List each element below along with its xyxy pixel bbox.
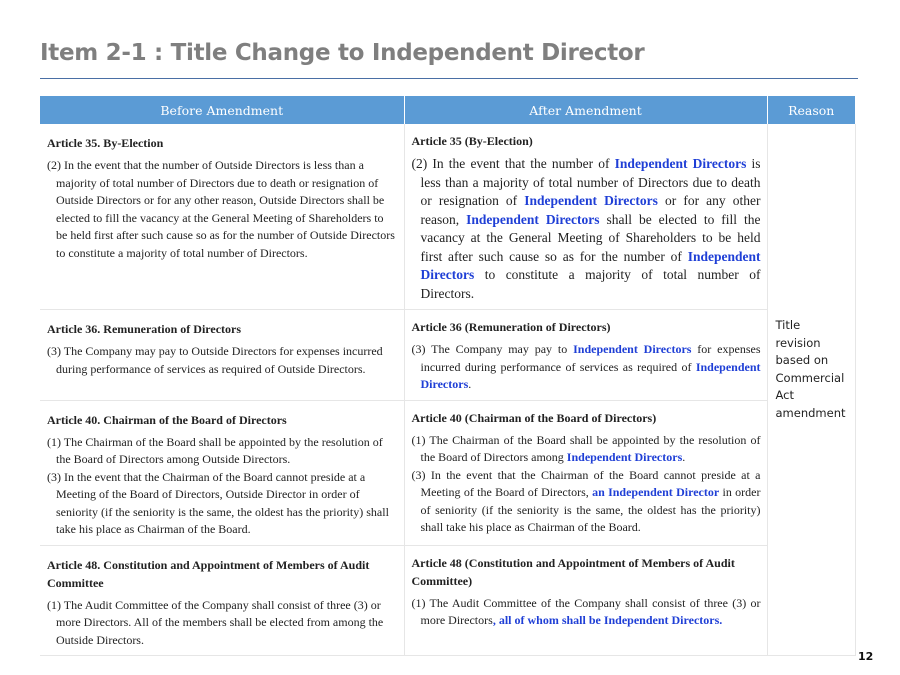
table-row [40, 545, 855, 656]
reason-text: Title revision based on Commercial Act amendment [775, 318, 846, 420]
after-cell [404, 124, 767, 310]
table-row [40, 400, 855, 545]
text-segment: . [682, 450, 686, 464]
amendment-table [40, 96, 856, 656]
highlighted-term: Independent Directors [420, 359, 761, 391]
text-segment: . [468, 377, 472, 391]
table-header-row [40, 96, 855, 124]
before-cell [40, 400, 404, 545]
page-number: 12 [858, 650, 874, 663]
article-heading: Article 40 (Chairman of the Board of Directors) [411, 410, 657, 425]
article-paragraph [412, 467, 761, 537]
article-paragraph [412, 595, 761, 630]
text-segment: for expenses incurred during performance of services as required of [420, 342, 761, 374]
text-segment: (3) The Company may pay to [411, 342, 574, 356]
article-heading: Article 36 (Remuneration of Directors) [411, 320, 611, 334]
article-paragraph: (3) The Company may pay to Outside Directors for expenses incurred during performance of services as required of Outside Directors. [47, 344, 383, 376]
article-heading: Article 35. By-Election [47, 136, 164, 150]
text-segment: (2) In the event that the number of [411, 156, 615, 171]
highlighted-term: Independent Directors [524, 193, 658, 208]
title-underline [40, 78, 858, 79]
text-segment: shall be elected to fill the vacancy at the General Meeting of Shareholders to be held first after such cause so as for the number of [420, 211, 761, 264]
after-cell [404, 400, 767, 545]
text-segment: (3) In the event that the Chairman of the Board cannot preside at a Meeting of the Board of Directors, [411, 467, 761, 499]
highlighted-term: Independent Directors [573, 342, 692, 356]
text-segment: is less than a majority of total number of Directors due to death or resignation of [420, 156, 761, 208]
reason-cell [767, 124, 855, 656]
before-cell [40, 310, 404, 401]
highlighted-term: Independent Directors [614, 156, 747, 171]
before-cell [40, 124, 404, 310]
article-paragraph: (2) In the event that the number of Outside Directors is less than a majority of total number of Directors due to death or resignation of Outside Directors or for any other reason, Outside Directors shall be elected to fill the vacancy at the General Meeting of Shareholders to be held first after such cause so as for the number of Outside Directors to constitute a majority of total number of Directors. [47, 158, 395, 260]
table-row [40, 124, 855, 310]
article-heading: Article 36. Remuneration of Directors [47, 322, 242, 336]
before-cell [40, 545, 404, 656]
table-row [40, 310, 855, 401]
text-segment: (1) The Chairman of the Board shall be appointed by the resolution of the Board of Directors among [411, 432, 761, 464]
article-heading: Article 40. Chairman of the Board of Directors [47, 412, 287, 427]
header-reason: Reason [767, 96, 855, 124]
article-paragraph: (1) The Audit Committee of the Company shall consist of three (3) or more Directors. All of the members shall be elected from among the Outside Directors. [47, 597, 384, 647]
after-cell [404, 310, 767, 401]
article-paragraph [412, 155, 761, 303]
article-paragraph [412, 432, 761, 467]
after-cell [404, 545, 767, 656]
text-segment: (1) The Audit Committee of the Company shall consist of three (3) or more Directors [411, 595, 761, 627]
text-segment: to constitute a majority of total number of Directors. [420, 267, 761, 301]
text-segment: in order of seniority (if the seniority is the same, the oldest has the priority) shall take his place as Chairman of the Board. [420, 485, 761, 534]
article-heading: Article 48 (Constitution and Appointment of Members of Audit Committee) [411, 555, 735, 588]
article-paragraph: (1) The Chairman of the Board shall be appointed by the resolution of the Board of Directors among Outside Directors. [47, 434, 383, 466]
highlighted-term: , all of whom shall be Independent Directors. [492, 613, 723, 627]
header-after-amendment: After Amendment [404, 96, 767, 124]
highlighted-term: an Independent Director [592, 485, 720, 499]
article-paragraph [412, 341, 761, 394]
article-heading: Article 48. Constitution and Appointment of Members of Audit Committee [47, 557, 370, 590]
article-heading: Article 35 (By-Election) [411, 134, 533, 148]
article-paragraph: (3) In the event that the Chairman of the Board cannot preside at a Meeting of the Board of Directors, Outside Director in order of seniority (if the seniority is the same, the oldest has the priority) shall take his place as Chairman of the Board. [47, 469, 389, 536]
highlighted-term: Independent Directors [566, 450, 683, 464]
highlighted-term: Independent Directors [466, 211, 600, 227]
highlighted-term: Independent Directors [420, 248, 761, 282]
page-title: Item 2-1 : Title Change to Independent Director [40, 40, 645, 66]
header-before-amendment: Before Amendment [40, 96, 404, 124]
text-segment: or for any other reason, [420, 193, 761, 227]
